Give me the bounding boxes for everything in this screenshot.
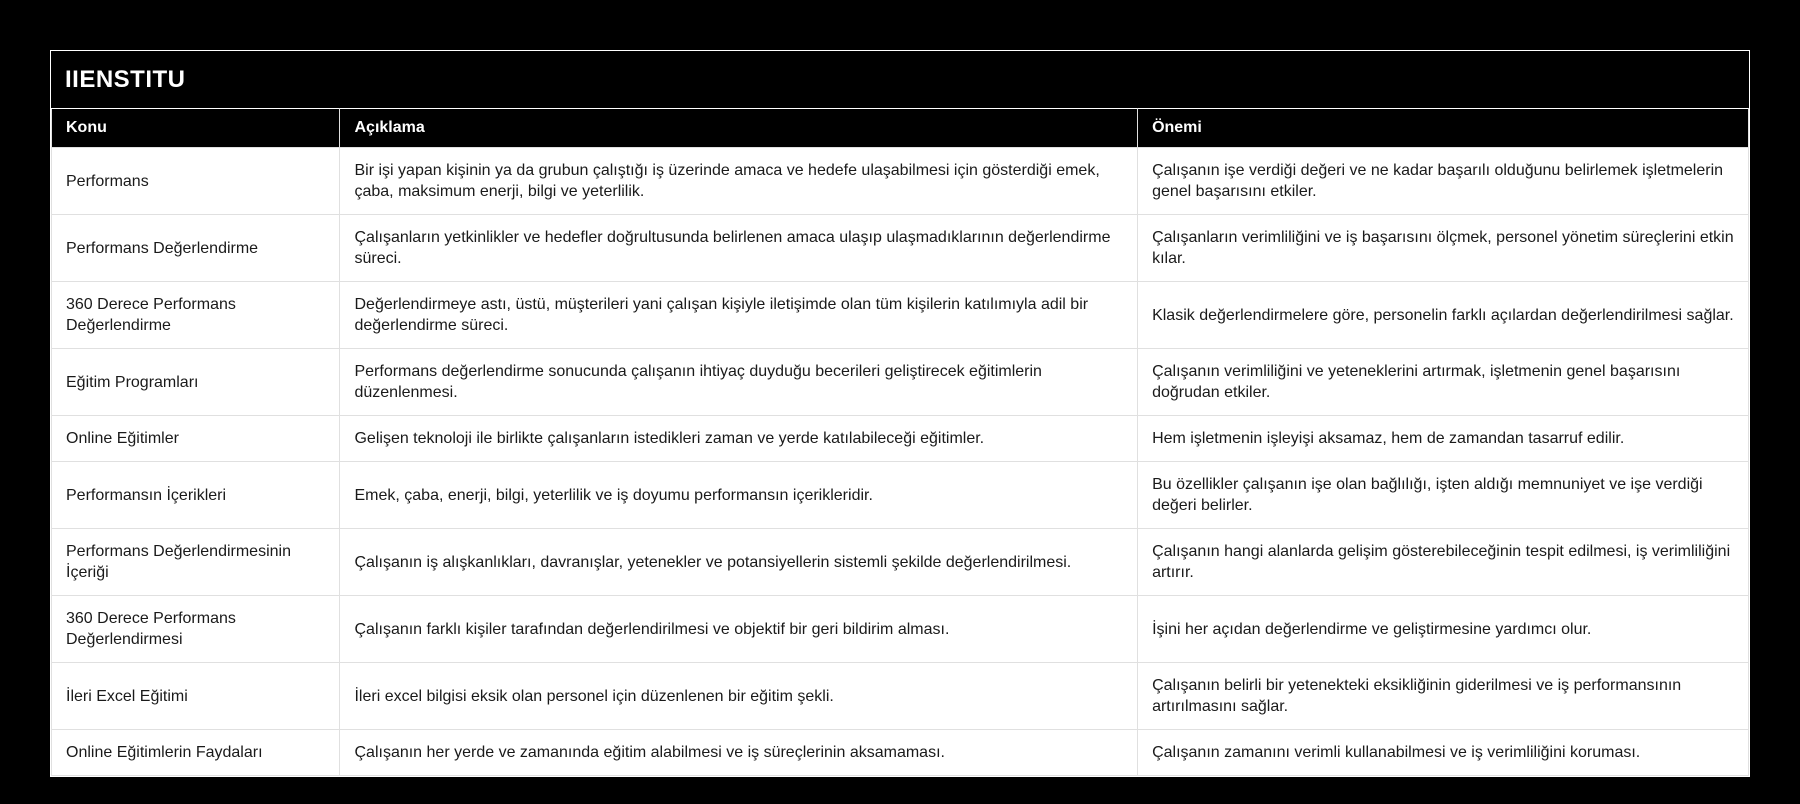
table-row (52, 462, 1749, 529)
cell-onemi: Çalışanın verimliliğini ve yeteneklerini artırmak, işletmenin genel başarısını doğrudan etkiler. (1138, 349, 1749, 416)
cell-onemi: Çalışanların verimliliğini ve iş başarısını ölçmek, personel yönetim süreçlerini etkin kılar. (1138, 215, 1749, 282)
cell-onemi: Klasik değerlendirmelere göre, personelin farklı açılardan değerlendirilmesi sağlar. (1138, 282, 1749, 349)
table-row (52, 215, 1749, 282)
cell-aciklama: Değerlendirmeye astı, üstü, müşterileri yani çalışan kişiyle iletişimde olan tüm kişilerin katılımıyla adil bir değerlendirme süreci. (340, 282, 1138, 349)
cell-onemi: Çalışanın zamanını verimli kullanabilmesi ve iş verimliliğini koruması. (1138, 730, 1749, 776)
cell-aciklama: Çalışanın her yerde ve zamanında eğitim alabilmesi ve iş süreçlerinin aksamaması. (340, 730, 1138, 776)
cell-aciklama: Emek, çaba, enerji, bilgi, yeterlilik ve iş doyumu performansın içerikleridir. (340, 462, 1138, 529)
content-card (50, 50, 1750, 777)
cell-aciklama: Çalışanın farklı kişiler tarafından değerlendirilmesi ve objektif bir geri bildirim alması. (340, 596, 1138, 663)
table-row (52, 282, 1749, 349)
cell-konu: Online Eğitimlerin Faydaları (52, 730, 340, 776)
cell-konu: Performans Değerlendirmesinin İçeriği (52, 529, 340, 596)
cell-onemi: Çalışanın belirli bir yetenekteki eksikliğinin giderilmesi ve iş performansının artırılmasını sağlar. (1138, 663, 1749, 730)
cell-konu: İleri Excel Eğitimi (52, 663, 340, 730)
cell-onemi: Bu özellikler çalışanın işe olan bağlılığı, işten aldığı memnuniyet ve işe verdiği değeri belirler. (1138, 462, 1749, 529)
table-row (52, 596, 1749, 663)
topics-table (51, 108, 1749, 776)
cell-aciklama: Çalışanın iş alışkanlıkları, davranışlar, yetenekler ve potansiyellerin sistemli şekilde değerlendirilmesi. (340, 529, 1138, 596)
column-header-onemi: Önemi (1138, 109, 1749, 148)
cell-konu: Performans (52, 148, 340, 215)
table-row (52, 349, 1749, 416)
cell-onemi: Çalışanın işe verdiği değeri ve ne kadar başarılı olduğunu belirlemek işletmelerin genel başarısını etkiler. (1138, 148, 1749, 215)
cell-konu: Performans Değerlendirme (52, 215, 340, 282)
cell-konu: Performansın İçerikleri (52, 462, 340, 529)
cell-aciklama: Performans değerlendirme sonucunda çalışanın ihtiyaç duyduğu becerileri geliştirecek eğitimlerin düzenlenmesi. (340, 349, 1138, 416)
table-row (52, 730, 1749, 776)
table-row (52, 663, 1749, 730)
cell-aciklama: Çalışanların yetkinlikler ve hedefler doğrultusunda belirlenen amaca ulaşıp ulaşmadıklarının değerlendirme süreci. (340, 215, 1138, 282)
cell-aciklama: İleri excel bilgisi eksik olan personel için düzenlenen bir eğitim şekli. (340, 663, 1138, 730)
page-title: IIENSTITU (65, 66, 186, 93)
cell-onemi: Çalışanın hangi alanlarda gelişim gösterebileceğinin tespit edilmesi, iş verimliliğini artırır. (1138, 529, 1749, 596)
table-header (52, 109, 1749, 148)
cell-onemi: İşini her açıdan değerlendirme ve geliştirmesine yardımcı olur. (1138, 596, 1749, 663)
table-row (52, 416, 1749, 462)
cell-onemi: Hem işletmenin işleyişi aksamaz, hem de zamandan tasarruf edilir. (1138, 416, 1749, 462)
table-body (52, 148, 1749, 776)
cell-konu: Online Eğitimler (52, 416, 340, 462)
cell-konu: 360 Derece Performans Değerlendirme (52, 282, 340, 349)
cell-konu: Eğitim Programları (52, 349, 340, 416)
cell-aciklama: Bir işi yapan kişinin ya da grubun çalıştığı iş üzerinde amaca ve hedefe ulaşabilmesi için gösterdiği emek, çaba, maksimum enerji, bilgi ve yeterlilik. (340, 148, 1138, 215)
column-header-aciklama: Açıklama (340, 109, 1138, 148)
table-row (52, 529, 1749, 596)
cell-konu: 360 Derece Performans Değerlendirmesi (52, 596, 340, 663)
table-row (52, 148, 1749, 215)
table-header-row (52, 109, 1749, 148)
column-header-konu: Konu (52, 109, 340, 148)
cell-aciklama: Gelişen teknoloji ile birlikte çalışanların istedikleri zaman ve yerde katılabileceği eğitimler. (340, 416, 1138, 462)
